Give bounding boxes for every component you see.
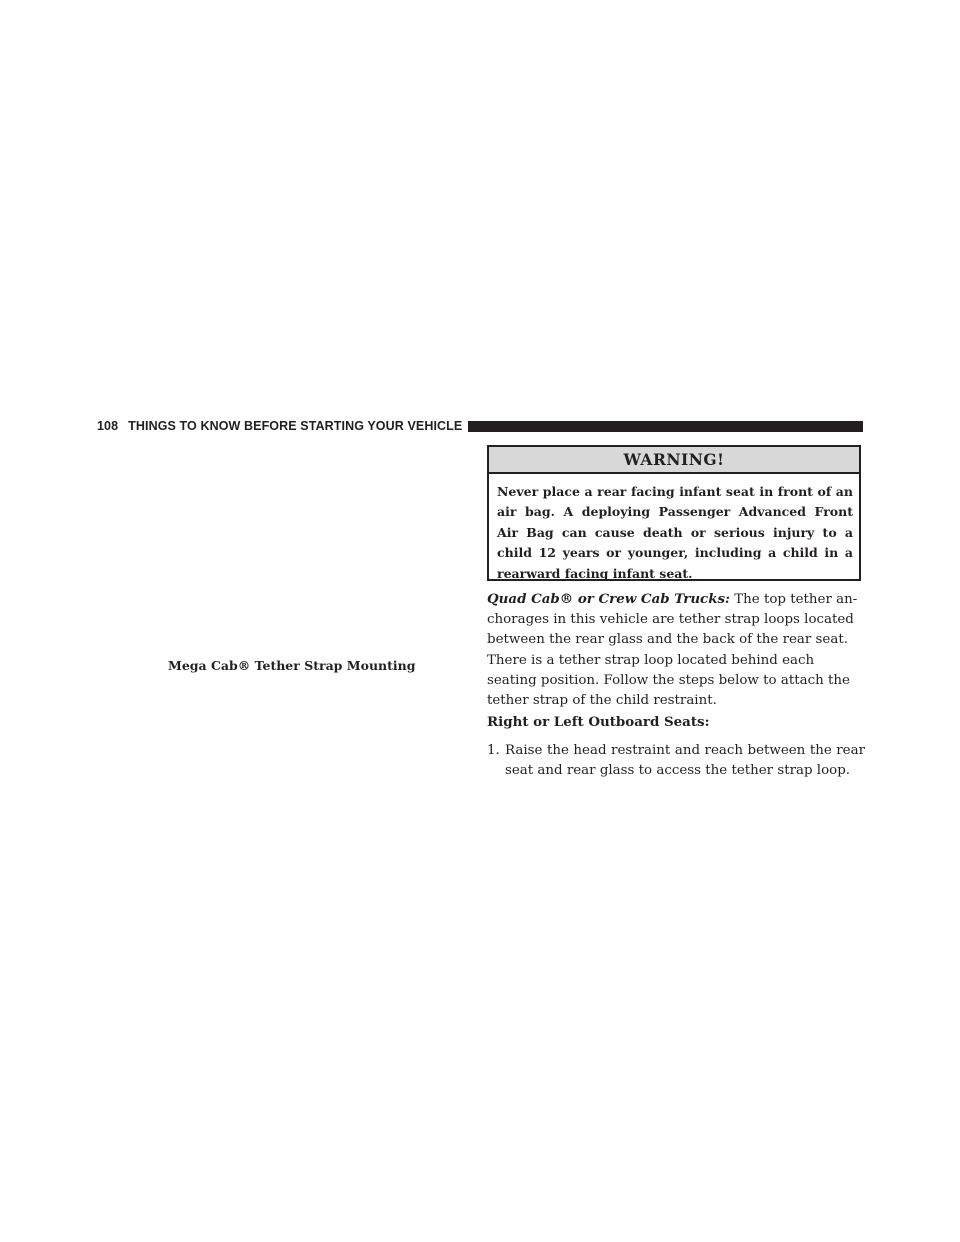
step-text: Raise the head restraint and reach between the rear seat and rear glass to access the tether strap loop. xyxy=(505,743,865,779)
step-list xyxy=(487,741,865,781)
step-number: 1. xyxy=(487,743,500,758)
paragraph-lead-in: Quad Cab® or Crew Cab Trucks: xyxy=(487,591,730,607)
warning-box xyxy=(487,445,861,581)
section-title: THINGS TO KNOW BEFORE STARTING YOUR VEHICLE xyxy=(128,419,463,433)
header-rule xyxy=(468,421,863,432)
warning-title: WARNING! xyxy=(489,447,859,474)
warning-body: Never place a rear facing infant seat in front of an air bag. A deploying Passenger Advanced Front Air Bag can cause death or serious injury to a child 12 years or younger, including a child in a rearward facing infant seat. xyxy=(497,484,853,581)
page-number: 108 xyxy=(97,419,119,433)
paragraph-text: The top tether an-chorages in this vehicle are tether strap loops located between the rear glass and the back of the rear seat. There is a tether strap loop located behind each seating position. Follow the steps below to attach the tether strap of the child restraint. xyxy=(487,592,858,709)
body-paragraph xyxy=(487,589,865,711)
subheading: Right or Left Outboard Seats: xyxy=(487,714,710,730)
list-item xyxy=(487,741,865,781)
figure-caption: Mega Cab® Tether Strap Mounting xyxy=(168,658,416,673)
page-header xyxy=(97,418,863,434)
